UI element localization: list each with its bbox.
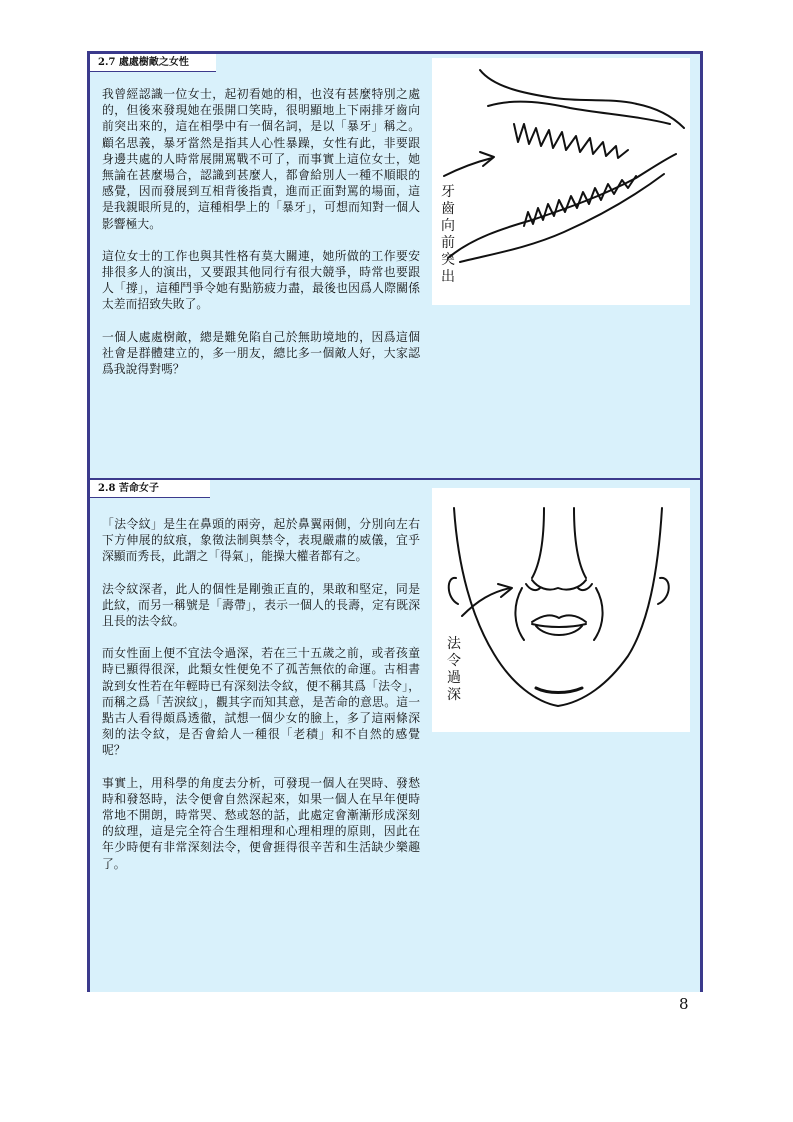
figure-caption: 牙齒向前突出 bbox=[441, 184, 455, 285]
paragraph: 一個人處處樹敵，總是難免陷自己於無助境地的，因爲這個社會是群體建立的，多一朋友，總比多一個敵人好，大家認爲我說得對嗎？ bbox=[102, 329, 420, 377]
paragraph: 事實上，用科學的角度去分析，可發現一個人在哭時、發愁時和發怒時，法令便會自然深起來，如果一個人在早年便時常地不開朗，時常哭、愁或怒的話，此處定會漸漸形成深刻的紋理，這是完全符合生理相理和心理相理的原則，因此在年少時便有非常深刻法令，便會捱得很辛苦和生活缺少樂趣了。 bbox=[102, 775, 420, 871]
section-2-8 bbox=[87, 478, 703, 992]
teeth-protruding-illustration bbox=[432, 58, 690, 305]
section-title: 2.8 苦命女子 bbox=[90, 480, 210, 498]
paragraph: 我曾經認識一位女士，起初看她的相，也沒有甚麼特別之處的，但後來發現她在張開口笑時，很明顯地上下兩排牙齒向前突出來的，這在相學中有一個名詞，是以「暴牙」稱之。顧名思義，暴牙當然是指其人心性暴躁，女性有此，非要跟身邊共處的人時常展開罵戰不可了，而事實上這位女士，她無論在甚麼場合，認識到甚麼人，都會給別人一種不順眼的感覺，因而發展到互相背後指責，進而正面對罵的場面，這是我親眼所見的，這種相學上的「暴牙」，可想而知對一個人影響極大。 bbox=[102, 87, 420, 231]
face-drawing bbox=[432, 488, 690, 732]
section-body bbox=[102, 86, 420, 393]
paragraph: 法令紋深者，此人的個性是剛強正直的，果敢和堅定，同是此紋，而另一稱號是「壽帶」，表示一個人的長壽，定有既深且長的法令紋。 bbox=[102, 581, 420, 629]
section-title: 2.7 處處樹敵之女性 bbox=[90, 54, 216, 72]
paragraph: 而女性面上便不宜法令過深，若在三十五歲之前，或者孩童時已顯得很深，此類女性便免不了孤苦無依的命運。古相書說到女性若在年輕時已有深刻法令紋，便不稱其爲「法令」，而稱之爲「苦淚紋」，觀其字而知其意，是苦命的意思。這一點古人看得頗爲透徹，試想一個少女的臉上，多了這兩條深刻的法令紋，是否會給人一種很「老積」和不自然的感覺呢？ bbox=[102, 646, 420, 758]
paragraph: 這位女士的工作也與其性格有莫大關連，她所做的工作要安排很多人的演出，又要跟其他同行有很大競爭，時常也要跟人「撐」，這種鬥爭令她有點筋疲力盡，最後也因爲人際關係太差而招致失敗了。 bbox=[102, 248, 420, 312]
page-number: 8 bbox=[679, 995, 689, 1013]
section-2-7 bbox=[87, 51, 703, 478]
mouth-drawing bbox=[432, 58, 690, 305]
paragraph: 「法令紋」是生在鼻頭的兩旁，起於鼻翼兩側，分別向左右下方伸展的紋痕，象徵法制與禁令，表現嚴肅的威儀，宜乎深顯而秀長，此謂之「得氣」，能操大權者都有之。 bbox=[102, 517, 420, 564]
nasolabial-fold-illustration bbox=[432, 488, 690, 732]
figure-caption: 法令過深 bbox=[447, 636, 461, 703]
section-body bbox=[102, 516, 420, 888]
